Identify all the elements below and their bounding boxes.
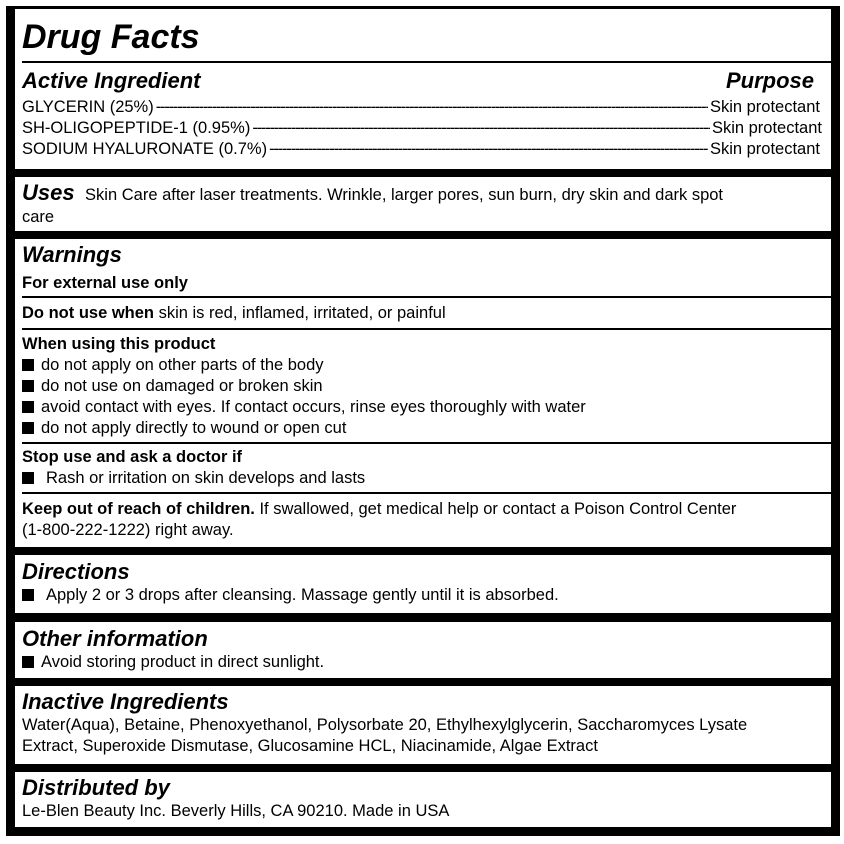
stop-use-label: Stop use and ask a doctor if xyxy=(22,448,243,466)
warnings-divider xyxy=(22,492,831,494)
drug-facts-frame xyxy=(6,6,840,836)
do-not-use-line xyxy=(22,303,446,324)
inactive-ingredients-text-continued: Extract, Superoxide Dismutase, Glucosamine HCL, Niacinamide, Algae Extract xyxy=(22,737,598,755)
keep-out-line xyxy=(22,499,736,520)
title-divider xyxy=(22,61,831,63)
square-bullet-icon xyxy=(22,380,34,392)
external-use-text: For external use only xyxy=(22,274,188,292)
uses-text-continued: care xyxy=(22,208,55,226)
list-item: do not apply on other parts of the body xyxy=(22,355,586,376)
warnings-divider xyxy=(22,296,831,298)
other-information-heading: Other information xyxy=(22,626,208,651)
ingredient-name: GLYCERIN (25%) xyxy=(22,98,154,116)
warnings-divider xyxy=(22,442,831,444)
uses-text: Skin Care after laser treatments. Wrinkle, larger pores, sun burn, dry skin and dark spot xyxy=(85,186,724,204)
active-ingredient-list xyxy=(22,97,831,160)
ingredient-purpose: Skin protectant xyxy=(709,98,820,116)
directions-heading: Directions xyxy=(22,559,130,584)
other-information-panel xyxy=(15,622,831,678)
inactive-ingredients-heading: Inactive Ingredients xyxy=(22,689,229,714)
warnings-divider xyxy=(22,328,831,330)
square-bullet-icon xyxy=(22,401,34,413)
do-not-use-text: skin is red, inflamed, irritated, or painful xyxy=(154,304,446,322)
purpose-heading: Purpose xyxy=(725,68,814,93)
leader-dashes xyxy=(252,118,710,139)
inactive-ingredients-text: Water(Aqua), Betaine, Phenoxyethanol, Polysorbate 20, Ethylhexylglycerin, Saccharomyces Lysate xyxy=(22,716,748,734)
list-item: Apply 2 or 3 drops after cleansing. Massage gently until it is absorbed. xyxy=(22,585,559,606)
list-item: do not apply directly to wound or open cut xyxy=(22,418,586,439)
square-bullet-icon xyxy=(22,422,34,434)
distributed-by-panel xyxy=(15,772,831,827)
list-item: Rash or irritation on skin develops and lasts xyxy=(22,468,365,489)
uses-panel xyxy=(15,177,831,231)
square-bullet-icon xyxy=(22,656,34,668)
when-using-list xyxy=(22,355,586,439)
inactive-ingredients-panel xyxy=(15,686,831,764)
ingredient-purpose: Skin protectant xyxy=(711,119,822,137)
active-ingredient-heading: Active Ingredient xyxy=(22,68,201,93)
list-item: do not use on damaged or broken skin xyxy=(22,376,586,397)
active-ingredient-row xyxy=(22,97,831,118)
do-not-use-label: Do not use when xyxy=(22,304,154,322)
ingredient-name: SH-OLIGOPEPTIDE-1 (0.95%) xyxy=(22,119,251,137)
leader-dashes xyxy=(156,97,708,118)
leader-dashes xyxy=(269,139,708,160)
keep-out-label: Keep out of reach of children. xyxy=(22,500,255,518)
uses-heading: Uses xyxy=(22,180,75,205)
ingredient-purpose: Skin protectant xyxy=(709,140,820,158)
when-using-label: When using this product xyxy=(22,335,216,353)
square-bullet-icon xyxy=(22,359,34,371)
keep-out-text: If swallowed, get medical help or contact a Poison Control Center xyxy=(254,500,737,518)
ingredient-name: SODIUM HYALURONATE (0.7%) xyxy=(22,140,268,158)
directions-panel xyxy=(15,555,831,613)
list-item: avoid contact with eyes. If contact occurs, rinse eyes thoroughly with water xyxy=(22,397,586,418)
drug-facts-title: Drug Facts xyxy=(22,18,200,56)
active-ingredient-row xyxy=(22,139,831,160)
list-item: Avoid storing product in direct sunlight. xyxy=(22,652,324,673)
warnings-heading: Warnings xyxy=(22,242,122,267)
square-bullet-icon xyxy=(22,589,34,601)
keep-out-text-continued: (1-800-222-1222) right away. xyxy=(22,521,234,539)
active-ingredient-row xyxy=(22,118,831,139)
distributed-by-heading: Distributed by xyxy=(22,775,170,800)
warnings-panel xyxy=(15,239,831,547)
header-panel xyxy=(15,9,831,169)
square-bullet-icon xyxy=(22,472,34,484)
distributor-text: Le-Blen Beauty Inc. Beverly Hills, CA 90210. Made in USA xyxy=(22,802,450,820)
